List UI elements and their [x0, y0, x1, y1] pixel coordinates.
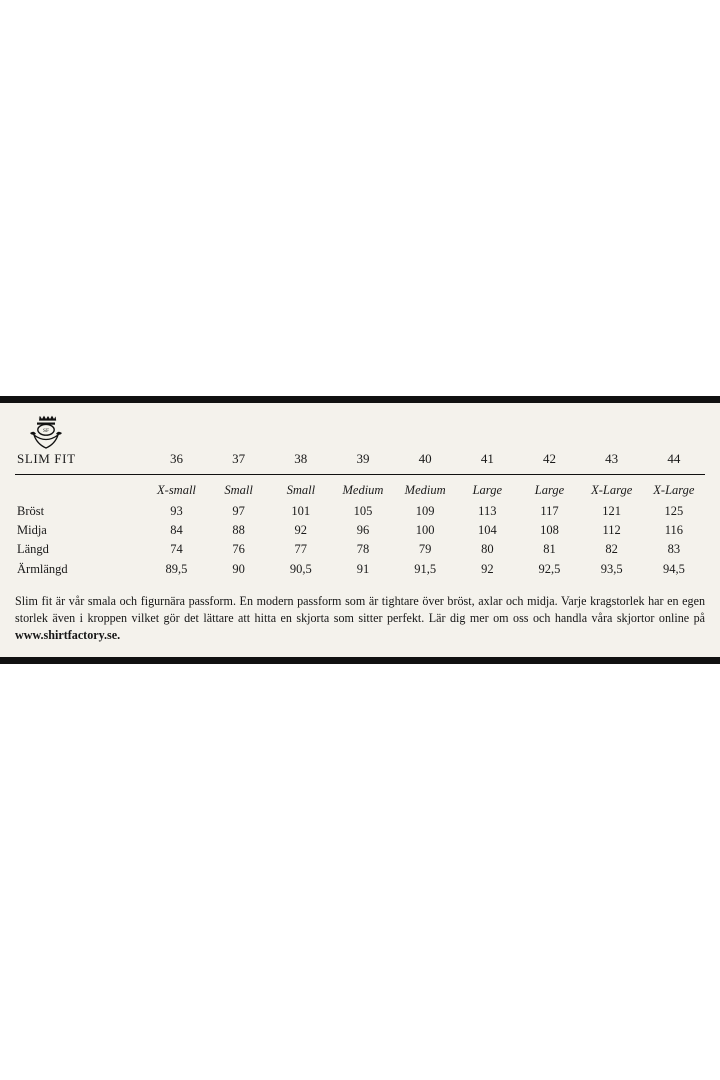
measure-cell: 89,5: [165, 561, 188, 576]
size-chart-card: [0, 396, 720, 664]
measure-cell: 125: [664, 503, 684, 518]
measure-cell: 93: [170, 503, 183, 518]
size-table: [15, 449, 705, 579]
measure-label: Ärmlängd: [17, 561, 68, 576]
measure-cell: 104: [477, 522, 497, 537]
measure-cell: 108: [540, 522, 559, 537]
collar-size-cell: 44: [667, 451, 681, 466]
collar-size-cell: 42: [542, 451, 556, 466]
collar-size-cell: 37: [232, 451, 246, 466]
alpha-size-cell: Medium: [342, 483, 384, 498]
measure-cell: 96: [356, 522, 370, 537]
measure-cell: 101: [291, 503, 311, 518]
alpha-row-label: [15, 475, 145, 502]
measure-cell: 90: [232, 561, 245, 576]
measure-label: Bröst: [17, 503, 45, 518]
measure-cell: 76: [232, 542, 245, 557]
alpha-size-cell: X-Large: [653, 483, 695, 498]
measure-cell: 88: [232, 522, 245, 537]
measure-cell: 109: [415, 503, 435, 518]
measure-label: Midja: [17, 522, 47, 537]
logo-row: [0, 403, 720, 449]
alpha-size-cell: Medium: [404, 483, 446, 498]
measure-cell: 79: [418, 542, 432, 557]
collar-size-cell: 40: [418, 451, 432, 466]
measure-cell: 100: [415, 522, 435, 537]
alpha-size-cell: Small: [286, 483, 316, 498]
crown-crest-logo-icon: [18, 413, 74, 453]
collar-size-cell: 38: [294, 451, 308, 466]
measure-cell: 91,5: [414, 561, 437, 576]
measure-cell: 74: [170, 542, 183, 557]
measure-cell: 117: [540, 503, 559, 518]
measure-cell: 112: [602, 522, 621, 537]
svg-text:SF: SF: [43, 428, 49, 434]
alpha-size-cell: Large: [534, 483, 565, 498]
measure-cell: 94,5: [662, 561, 685, 576]
measure-cell: 91: [356, 561, 370, 576]
table-row: [15, 540, 705, 559]
measure-label: Längd: [17, 542, 49, 557]
table-row: [15, 502, 705, 521]
alpha-size-cell: Small: [224, 483, 253, 498]
collar-size-cell: 43: [605, 451, 619, 466]
measure-cell: 92,5: [538, 561, 561, 576]
alpha-size-cell: X-small: [157, 483, 196, 498]
measure-cell: 80: [481, 542, 494, 557]
website-url[interactable]: www.shirtfactory.se.: [15, 628, 121, 643]
measure-cell: 92: [294, 522, 308, 537]
measure-cell: 113: [478, 503, 497, 518]
measure-cell: 105: [353, 503, 373, 518]
measure-cell: 81: [543, 542, 556, 557]
table-row: [15, 560, 705, 579]
measure-cell: 92: [481, 561, 494, 576]
table-row: [15, 521, 705, 540]
alpha-size-cell: X-Large: [591, 483, 633, 498]
measure-cell: 84: [170, 522, 183, 537]
collar-size-cell: 36: [169, 451, 183, 466]
measure-cell: 78: [356, 542, 370, 557]
measure-cell: 83: [667, 542, 681, 557]
measure-cell: 121: [602, 503, 622, 518]
measure-cell: 93,5: [600, 561, 623, 576]
collar-size-cell: 39: [356, 451, 370, 466]
measure-cell: 77: [294, 542, 308, 557]
table-row-alpha-sizes: [15, 475, 705, 502]
description-text: Slim fit är vår smala och figurnära passform. En modern passform som är tightare över bröst, axlar och midja. Varje kragstorlek har en egen storlek även i kroppen vilket gör det lättare att hitta en skjorta som sitter perfekt. Lär dig mer om oss och handla våra skjortor online på: [15, 594, 705, 626]
measure-cell: 116: [664, 522, 684, 537]
fit-name: SLIM FIT: [17, 451, 76, 466]
collar-size-cell: 41: [480, 451, 494, 466]
table-row-collar-sizes: [15, 449, 705, 475]
measure-cell: 97: [232, 503, 245, 518]
measure-cell: 82: [605, 542, 618, 557]
fit-description: [15, 593, 705, 645]
measure-cell: 90,5: [289, 561, 312, 576]
alpha-size-cell: Large: [472, 483, 503, 498]
